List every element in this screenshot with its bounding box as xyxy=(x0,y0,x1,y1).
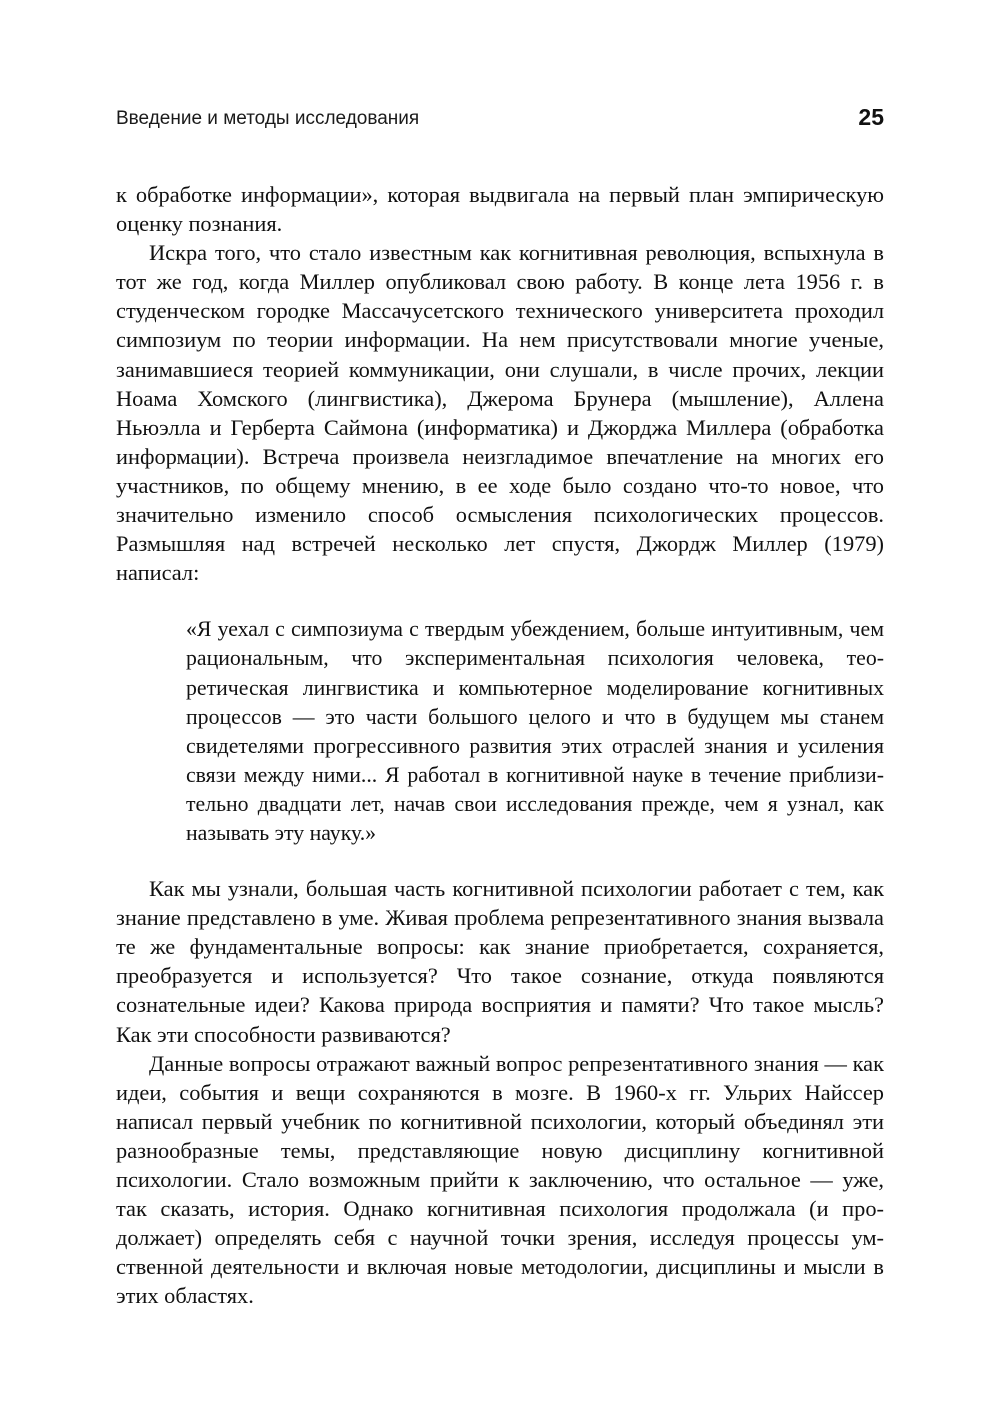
running-header: Введение и методы исследования xyxy=(116,108,420,129)
paragraph: Данные вопросы отражают важный вопрос репрезентативного знания — как идеи, события и вещи сохраняются в мозге. В 1960-х гг. Ульрих Найссер написал первый учебник по когнитивной психологии, который объединял эти разнообразные темы, представляющие новую дисциплину когнитивной психологии. Стало возможным прийти к заключению, что остальное — уже, так сказать, история. Однако когнитивная психология продолжала (и продолжает) определять себя с научной точки зрения, исследуя процессы умственной деятельности и включая новые методологии, дисциплины и мысли в этих областях. xyxy=(116,1050,884,1309)
paragraph: Как мы узнали, большая часть когнитивной психологии работает с тем, как знание представлено в уме. Живая проблема репрезентативного знания вызвала те же фундаментальные вопросы: как знание приобретается, сохраняется, преобразуется и используется? Что такое сознание, откуда появляются сознательные идеи? Какова природа восприятия и памяти? Что такое мысль? Как эти способности развиваются? xyxy=(116,876,884,1047)
body-text xyxy=(116,180,884,1310)
page-number: 25 xyxy=(858,104,884,130)
paragraph: к обработке информации», которая выдвигала на первый план эмпирическую оценку познания. xyxy=(116,182,884,237)
paragraph: Искра того, что стало известным как когнитивная революция, вспыхнула в тот же год, когда Миллер опубликовал свою работу. В конце лета 1956 г. в студенческом городке Массачусетского технического университета проходил симпозиум по теории информации. На нем присутствовали многие ученые, занимавшиеся теорией коммуникации, они слушали, в числе прочих, лекции Ноама Хомского (лингвистика), Джерома Брунера (мышление), Аллена Ньюэлла и Герберта Саймона (информатика) и Джорджа Миллера (обработка информации). Встреча произвела неизгладимое впечатление на многих его участников, по общему мнению, в ее ходе было создано что-то новое, что значительно изменило способ осмысления психологических процессов. Размышляя над встречей несколько лет спустя, Джордж Миллер (1979) написал: xyxy=(116,240,884,586)
block-quote: «Я уехал с симпозиума с твердым убеждением, больше интуитивным, чем рациональным, что экспериментальная психология человека, теоретическая лингвистика и компьютерное моделирование когнитивных процессов — это части большого целого и что в будущем мы станем свидетелями прогрессивного развития этих отраслей знания и усиления связи между ними... Я работал в когнитивной науке в течение приблизительно двадцати лет, начав свои исследования прежде, чем я узнал, как называть эту науку.» xyxy=(186,617,884,845)
